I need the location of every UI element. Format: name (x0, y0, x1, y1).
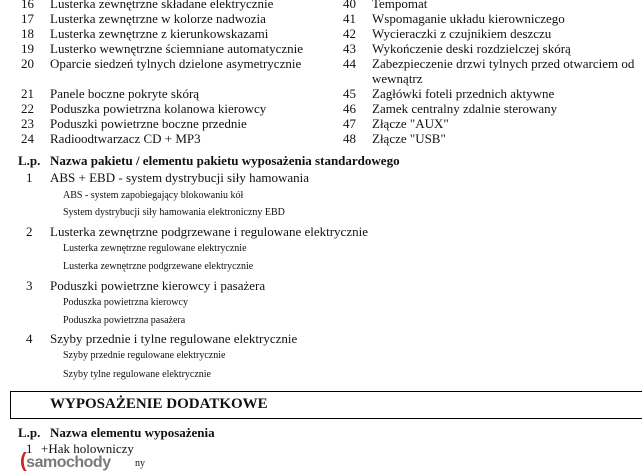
logo-text: samochody (26, 454, 111, 471)
list-item-number: 47 (343, 116, 356, 131)
list-item-text: Radioodtwarzacz CD + MP3 (50, 131, 201, 146)
list-item-number: 45 (343, 86, 356, 101)
extra-number: 1 (26, 441, 33, 456)
package-subitem: Lusterka zewnętrzne podgrzewane elektrycznie (63, 261, 254, 272)
list-item-text: Złącze "USB" (372, 131, 446, 146)
package-number: 1 (26, 170, 33, 185)
list-item-number: 22 (21, 101, 34, 116)
list-item-text: Lusterka zewnętrzne w kolorze nadwozia (50, 11, 266, 26)
list-item-number: 18 (21, 26, 34, 41)
package-subitem: Poduszka powietrzna kierowcy (63, 297, 188, 308)
list-item-text: Wykończenie deski rozdzielczej skórą (372, 41, 571, 56)
package-title: ABS + EBD - system dystrybucji siły hamowania (50, 170, 310, 185)
list-item-number: 43 (343, 41, 356, 56)
list-item-number: 16 (21, 0, 34, 11)
package-subitem: Lusterka zewnętrzne regulowane elektrycznie (63, 243, 247, 254)
list-item-number: 48 (343, 131, 356, 146)
watermark-logo (20, 450, 111, 473)
list-item-text: Tempomat (372, 0, 428, 11)
list-item-text: Zabezpieczenie drzwi tylnych przed otwarciem od (372, 56, 635, 71)
list-item-number: 44 (343, 56, 356, 71)
package-title: Szyby przednie i tylne regulowane elektrycznie (50, 331, 298, 346)
column-header-lp: L.p. (18, 153, 41, 168)
list-item-number: 24 (21, 131, 34, 146)
package-subitem: Szyby przednie regulowane elektrycznie (63, 350, 226, 361)
list-item-text: Poduszki powietrzne boczne przednie (50, 116, 247, 131)
column-header-equipment-name: Nazwa elementu wyposażenia (50, 425, 215, 440)
package-subitem: Poduszka powietrzna pasażera (63, 315, 186, 326)
package-title: Lusterka zewnętrzne podgrzewane i regulowane elektrycznie (50, 224, 368, 239)
list-item-text-continued: wewnątrz (372, 71, 423, 86)
list-item-text: Lusterka zewnętrzne składane elektrycznie (50, 0, 274, 11)
section-title: WYPOSAŻENIE DODATKOWE (50, 396, 268, 412)
extra-text: +Hak holowniczy (41, 441, 134, 456)
list-item-text: Zagłówki foteli przednich aktywne (372, 86, 555, 101)
column-header-lp: L.p. (18, 425, 41, 440)
list-item-text: Wycieraczki z czujnikiem deszczu (372, 26, 552, 41)
list-item-text: Poduszka powietrzna kolanowa kierowcy (50, 101, 267, 116)
package-number: 3 (26, 278, 33, 293)
list-item-text: Zamek centralny zdalnie sterowany (372, 101, 558, 116)
list-item-text: Lusterka zewnętrzne z kierunkowskazami (50, 26, 269, 41)
extra-partial-text: ny (135, 458, 145, 469)
list-item-number: 19 (21, 41, 34, 56)
list-item-number: 17 (21, 11, 34, 26)
package-subitem: ABS - system zapobiegający blokowaniu kół (63, 190, 244, 201)
package-subitem: Szyby tylne regulowane elektrycznie (63, 369, 211, 380)
package-number: 2 (26, 224, 33, 239)
list-item-number: 23 (21, 116, 34, 131)
package-number: 4 (26, 331, 33, 346)
list-item-text: Lusterko wewnętrzne ściemniane automatycznie (50, 41, 304, 56)
list-item-number: 46 (343, 101, 356, 116)
list-item-number: 20 (21, 56, 34, 71)
column-header-package-name: Nazwa pakietu / elementu pakietu wyposażenia standardowego (50, 153, 400, 168)
package-subitem: System dystrybucji siły hamowania elektroniczny EBD (63, 207, 285, 218)
list-item-number: 21 (21, 86, 34, 101)
list-item-text: Panele boczne pokryte skórą (50, 86, 200, 101)
list-item-number: 40 (343, 0, 356, 11)
list-item-number: 41 (343, 11, 356, 26)
list-item-text: Złącze "AUX" (372, 116, 449, 131)
package-title: Poduszki powietrzne kierowcy i pasażera (50, 278, 266, 293)
logo-swoosh-icon: ( (20, 450, 27, 472)
list-item-number: 42 (343, 26, 356, 41)
list-item-text: Wspomaganie układu kierowniczego (372, 11, 565, 26)
list-item-text: Oparcie siedzeń tylnych dzielone asymetrycznie (50, 56, 302, 71)
